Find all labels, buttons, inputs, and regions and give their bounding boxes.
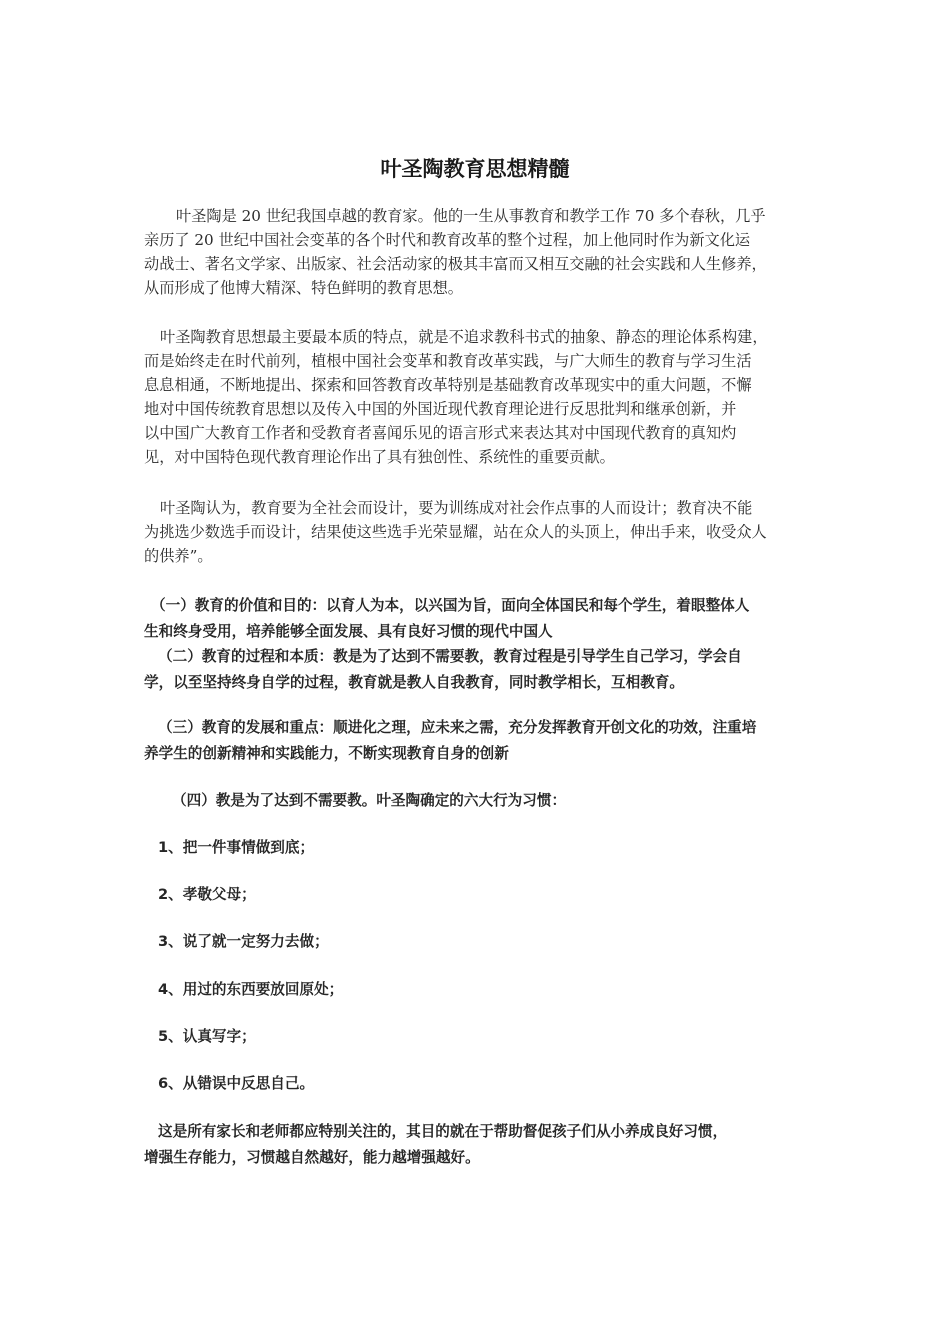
paragraph-characteristics-line: 见，对中国特色现代教育理论作出了具有独创性、系统性的重要贡献。 — [144, 448, 615, 466]
document-title: 叶圣陶教育思想精髓 — [380, 157, 570, 181]
paragraph-society-line: 的供养”。 — [144, 547, 213, 565]
habit-item: 1、把一件事情做到底； — [158, 839, 315, 856]
point-process-nature — [144, 644, 808, 696]
point-value-purpose-line: （一）教育的价值和目的：以育人为本，以兴国为旨，面向全体国民和每个学生，着眼整体人 — [151, 597, 750, 614]
point-development-focus-line: 养学生的创新精神和实践能力，不断实现教育自身的创新 — [144, 745, 509, 762]
closing-paragraph-line: 增强生存能力，习惯越自然越好，能力越增强越好。 — [144, 1149, 480, 1166]
paragraph-intro-line: 亲历了 20 世纪中国社会变革的各个时代和教育改革的整个过程，加上他同时作为新文化运 — [144, 231, 751, 249]
habit-item: 6、从错误中反思自己。 — [158, 1075, 315, 1092]
paragraph-characteristics-line: 叶圣陶教育思想最主要最本质的特点，就是不追求教科书式的抽象、静态的理论体系构建， — [160, 328, 768, 346]
paragraph-society-line: 为挑选少数选手而设计，结果使这些选手光荣显耀，站在众人的头顶上，伸出手来，收受众人 — [144, 523, 767, 541]
paragraph-characteristics-line: 而是始终走在时代前列，植根中国社会变革和教育改革实践，与广大师生的教育与学习生活 — [144, 352, 752, 370]
paragraph-society — [144, 496, 808, 568]
point-habits-intro — [144, 788, 808, 814]
habit-item: 4、用过的东西要放回原处； — [158, 981, 344, 998]
paragraph-characteristics-line: 以中国广大教育工作者和受教育者喜闻乐见的语言形式来表达其对中国现代教育的真知灼 — [144, 424, 737, 442]
paragraph-intro-line: 叶圣陶是 20 世纪我国卓越的教育家。他的一生从事教育和教学工作 70 多个春秋，几乎 — [176, 207, 766, 225]
habit-item: 2、孝敬父母； — [158, 886, 256, 903]
point-process-nature-line: （二）教育的过程和本质：教是为了达到不需要教，教育过程是引导学生自己学习，学会自 — [158, 648, 742, 665]
paragraph-characteristics-line: 地对中国传统教育思想以及传入中国的外国近现代教育理论进行反思批判和继承创新，并 — [144, 400, 737, 418]
point-value-purpose-line: 生和终身受用，培养能够全面发展、具有良好习惯的现代中国人 — [144, 623, 553, 640]
paragraph-characteristics — [144, 325, 808, 469]
point-development-focus-line: （三）教育的发展和重点：顺进化之理，应未来之需，充分发挥教育开创文化的功效，注重培 — [158, 719, 757, 736]
habit-item: 3、说了就一定努力去做； — [158, 933, 329, 950]
paragraph-intro-line: 动战士、著名文学家、出版家、社会活动家的极其丰富而又相互交融的社会实践和人生修养， — [144, 255, 767, 273]
paragraph-society-line: 叶圣陶认为，教育要为全社会而设计，要为训练成对社会作点事的人而设计；教育决不能 — [160, 499, 753, 517]
paragraph-intro-line: 从而形成了他博大精深、特色鲜明的教育思想。 — [144, 279, 463, 297]
paragraph-intro — [144, 204, 808, 300]
closing-paragraph — [144, 1119, 808, 1171]
point-development-focus — [144, 715, 808, 767]
closing-paragraph-line: 这是所有家长和老师都应特别关注的，其目的就在于帮助督促孩子们从小养成良好习惯， — [158, 1123, 728, 1140]
point-process-nature-line: 学，以至坚持终身自学的过程，教育就是教人自我教育，同时教学相长，互相教育。 — [144, 674, 684, 691]
paragraph-characteristics-line: 息息相通，不断地提出、探索和回答教育改革特别是基础教育改革现实中的重大问题，不懈 — [144, 376, 752, 394]
point-value-purpose — [144, 593, 808, 645]
point-habits-intro-line: （四）教是为了达到不需要教。叶圣陶确定的六大行为习惯： — [172, 792, 567, 809]
habit-item: 5、认真写字； — [158, 1028, 256, 1045]
